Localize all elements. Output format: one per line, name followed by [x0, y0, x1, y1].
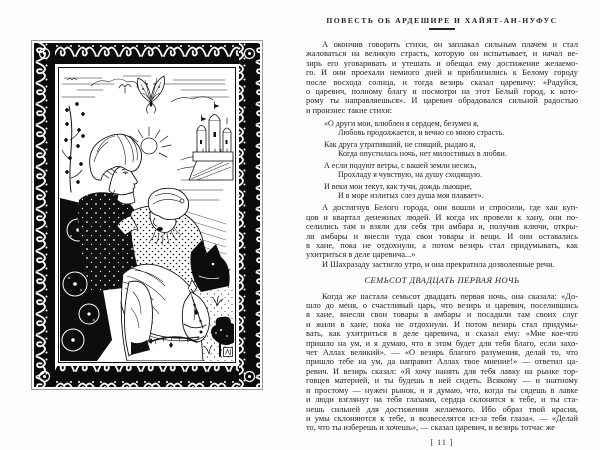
text-line: И Шахразаду застигло утро, и она прекратила дозволенные речи. [322, 259, 555, 269]
text-line: го. И они проехали немного дней и приблизились к Белому городу [306, 68, 578, 78]
verse-couplet [324, 161, 578, 179]
text-line: жаловаться на великую страсть, которую он испытывает, и начал ве- [306, 49, 578, 59]
verse-line: «О други мои, влюблен я сердцем, безумен я, [324, 119, 479, 129]
text-line: то, что ты изберешь и хочешь», — сказал царевич, и везирь тотчас же [306, 423, 556, 433]
verse-line: Как друга утративший, не спящий, рыдаю я, [324, 140, 476, 150]
text-line: говцев материей, и ты будешь в ней сидеть. Всякому — и знатному [306, 376, 578, 386]
text-line: о царевич, полному благу и посмотри на этот Белый город, к кото- [306, 87, 578, 97]
text-line: в хане, пока не отдохнули, а потом везирь стал придумывать, как [306, 241, 578, 250]
plate-illustration [31, 40, 263, 390]
running-head-rule [429, 28, 455, 30]
text-line: нешь сильней для достижения желаемого. Ибо образ твой красив, [306, 404, 578, 414]
text-page [306, 16, 578, 447]
text-line: шло до меня, о счастливый царь, что везирь и царевич, поселившись [306, 301, 578, 311]
text-line: в хане, внесли свои товары в амбары и посадили там своих слуг [306, 310, 578, 320]
verse-couplet [324, 119, 578, 137]
illustration-plate [31, 40, 263, 390]
verse-line: И в море излитых слез душа моя плавает». [338, 191, 484, 201]
night-heading: СЕМЬСОТ ДВАДЦАТЬ ПЕРВАЯ НОЧЬ [364, 275, 520, 286]
text-line: зирь его уговаривать и утешать и обещал ему достижение желаемо- [306, 58, 578, 68]
verse-couplet [324, 182, 578, 200]
rider-leg [125, 281, 153, 356]
text-line: и умы склоняются к тебе, и возвеселятся из-за тебя глаза». — «Делай [306, 413, 578, 423]
paragraph [306, 203, 578, 259]
text-line: селились там и взяли для себя три амбара и, получив ключи, откры- [306, 222, 578, 232]
paragraph [306, 40, 578, 115]
running-head: ПОВЕСТЬ ОБ АРДЕШИРЕ И ХАЙЯТ-АН-НУФУС [326, 16, 558, 25]
verse-block [324, 119, 578, 200]
verse-line: И веки мои текут, как тучи, дождь льющие, [324, 181, 472, 191]
text-line: рому ты направляешься». И царевич обрадовался сильной радостью [306, 96, 578, 106]
verse-line: Когда опустилась ночь, нет милостивых в любви. [338, 149, 507, 159]
text-line: после восхода солнца, и тогда везирь сказал царевичу: «Радуйся, [306, 77, 578, 87]
text-line: А достигнув Белого города, они вошли и спросили, где хан куп- [322, 203, 578, 213]
text-line: чет Аллах великий». — «О везирь благого разумения, делай то, что [306, 348, 578, 358]
text-line: и простому — нужен рынок, и я думаю, что, когда ты сядешь в лавке [306, 385, 578, 395]
verse-line: Любовь продолжается, и вечно со мною страсть. [338, 128, 505, 138]
verse-couplet [324, 140, 578, 158]
verse-line: А если подуют ветры, с вашей земли несясь, [324, 161, 477, 171]
text-line: вать, как ухитриться в деле царевича, и сказал ему: «Мне кое-что [306, 329, 578, 339]
paragraph [306, 260, 578, 269]
paragraph [306, 292, 578, 433]
text-line: ревич. И везирь сказал: «Я хочу нанять для тебя лавку на рынке тор- [306, 366, 578, 376]
text-line: пришло на ум, и я думаю, что в этом будет для тебя благо, если захо- [306, 338, 578, 348]
text-line: и произнес такие стихи: [306, 105, 393, 115]
text-line: ухитриться в деле царевича...» [306, 250, 416, 260]
verse-line: Прохладу я чувствую, на душу сходящую. [338, 170, 483, 180]
text-line: пришло тебе на ум, да направит Аллах твое мнение!» — ответил ца- [306, 357, 578, 367]
text-line: Когда же настала семьсот двадцать первая ночь, она сказала: «До- [322, 291, 578, 301]
text-line: и люди взглянут на тебя глазами, сердца склонятся к тебе, и ты ста- [306, 395, 578, 405]
page-body [306, 40, 578, 433]
text-line: А окончив говорить стихи, он заплакал сильным плачем и стал [322, 40, 578, 49]
text-line: ли амбары и внесли туда свои товары и вещи. И они оставались [306, 231, 578, 241]
text-line: и жили в хане, пока не отдохнули. И потом везирь стал придумы- [306, 319, 578, 329]
monogram [224, 348, 233, 357]
text-line: цов и квартал денежных людей. И когда их провели к хану, они по- [306, 212, 578, 222]
page-number: [ 11 ] [430, 437, 454, 447]
